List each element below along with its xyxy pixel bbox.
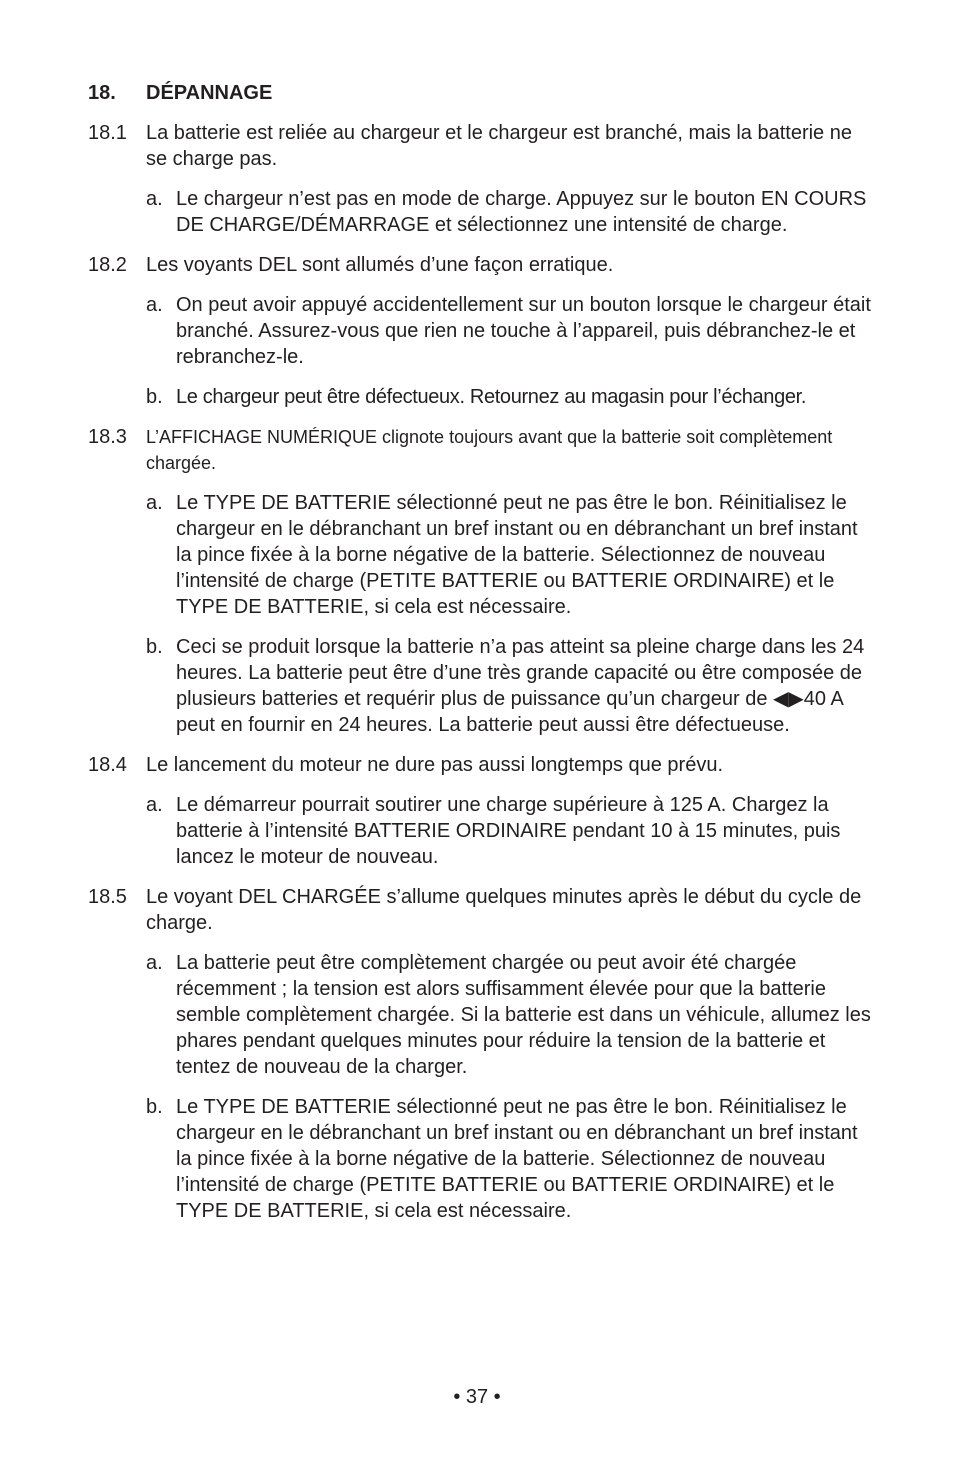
section-heading	[88, 80, 878, 106]
sub-letter: b.	[146, 1096, 163, 1118]
item-question	[88, 752, 878, 778]
sub-letter: a.	[146, 794, 163, 816]
item-text: L’AFFICHAGE NUMÉRIQUE clignote toujours avant que la batterie soit complètement chargée.	[146, 427, 833, 473]
sub-letter: a.	[146, 952, 163, 974]
item-question	[88, 884, 878, 936]
item-question	[88, 120, 878, 172]
sub-letter: b.	[146, 636, 163, 658]
troubleshooting-item-18-5	[88, 884, 878, 1224]
sub-item	[146, 950, 878, 1080]
item-text: La batterie est reliée au chargeur et le chargeur est branché, mais la batterie ne se charge pas.	[146, 122, 852, 170]
item-text: Le voyant DEL CHARGÉE s’allume quelques minutes après le début du cycle de charge.	[146, 886, 862, 934]
sub-letter: a.	[146, 294, 163, 316]
sub-text: Le TYPE DE BATTERIE sélectionné peut ne pas être le bon. Réinitialisez le chargeur en le débranchant un bref instant ou en débranchant un bref instant la pince fixée à la borne négative de la batterie. Sélectionnez de nouveau l’intensité de charge (PETITE BATTERIE ou BATTERIE ORDINAIRE) et le TYPE DE BATTERIE, si cela est nécessaire.	[176, 1096, 858, 1222]
item-number: 18.5	[88, 886, 127, 908]
sub-item	[146, 384, 878, 410]
sub-letter: b.	[146, 386, 163, 408]
page-number: • 37 •	[453, 1386, 501, 1408]
sub-text: Le démarreur pourrait soutirer une charge supérieure à 125 A. Chargez la batterie à l’intensité BATTERIE ORDINAIRE pendant 10 à 15 minutes, puis lancez le moteur de nouveau.	[176, 794, 841, 868]
sub-text: La batterie peut être complètement chargée ou peut avoir été chargée récemment ; la tension est alors suffisamment élevée pour que la batterie semble complètement chargée. Si la batterie est dans un véhicule, allumez les phares pendant quelques minutes pour réduire la tension de la batterie et tentez de nouveau de la charger.	[176, 952, 871, 1078]
sub-letter: a.	[146, 492, 163, 514]
sub-item	[146, 292, 878, 370]
sub-item	[146, 1094, 878, 1224]
item-number: 18.1	[88, 122, 127, 144]
sub-item	[146, 634, 878, 738]
sub-text: Le TYPE DE BATTERIE sélectionné peut ne pas être le bon. Réinitialisez le chargeur en le débranchant un bref instant ou en débranchant un bref instant la pince fixée à la borne négative de la batterie. Sélectionnez de nouveau l’intensité de charge (PETITE BATTERIE ou BATTERIE ORDINAIRE) et le TYPE DE BATTERIE, si cela est nécessaire.	[176, 492, 858, 618]
sub-item	[146, 792, 878, 870]
troubleshooting-item-18-1	[88, 120, 878, 238]
sub-text: On peut avoir appuyé accidentellement sur un bouton lorsque le chargeur était branché. Assurez-vous que rien ne touche à l’appareil, puis débranchez-le et rebranchez-le.	[176, 294, 871, 368]
item-number: 18.3	[88, 426, 127, 448]
sub-text: Ceci se produit lorsque la batterie n’a pas atteint sa pleine charge dans les 24 heures. La batterie peut être d’une très grande capacité ou être composée de plusieurs batteries et requérir plus de puissance qu’un chargeur de ◀▶40 A peut en fournir en 24 heures. La batterie peut aussi être défectueuse.	[176, 636, 865, 736]
item-number: 18.2	[88, 254, 127, 276]
section-title: DÉPANNAGE	[146, 82, 273, 104]
sub-item	[146, 490, 878, 620]
section-number: 18.	[88, 82, 116, 104]
item-question	[88, 252, 878, 278]
item-number: 18.4	[88, 754, 127, 776]
troubleshooting-item-18-2	[88, 252, 878, 410]
sub-text: Le chargeur peut être défectueux. Retournez au magasin pour l’échanger.	[176, 386, 807, 408]
document-page	[88, 80, 878, 1238]
sub-letter: a.	[146, 188, 163, 210]
troubleshooting-item-18-4	[88, 752, 878, 870]
troubleshooting-item-18-3	[88, 424, 878, 738]
item-text: Les voyants DEL sont allumés d’une façon erratique.	[146, 254, 614, 276]
sub-item	[146, 186, 878, 238]
item-text: Le lancement du moteur ne dure pas aussi longtemps que prévu.	[146, 754, 724, 776]
sub-text: Le chargeur n’est pas en mode de charge. Appuyez sur le bouton EN COURS DE CHARGE/DÉMARRAGE et sélectionnez une intensité de charge.	[176, 188, 867, 236]
item-question	[88, 424, 878, 476]
